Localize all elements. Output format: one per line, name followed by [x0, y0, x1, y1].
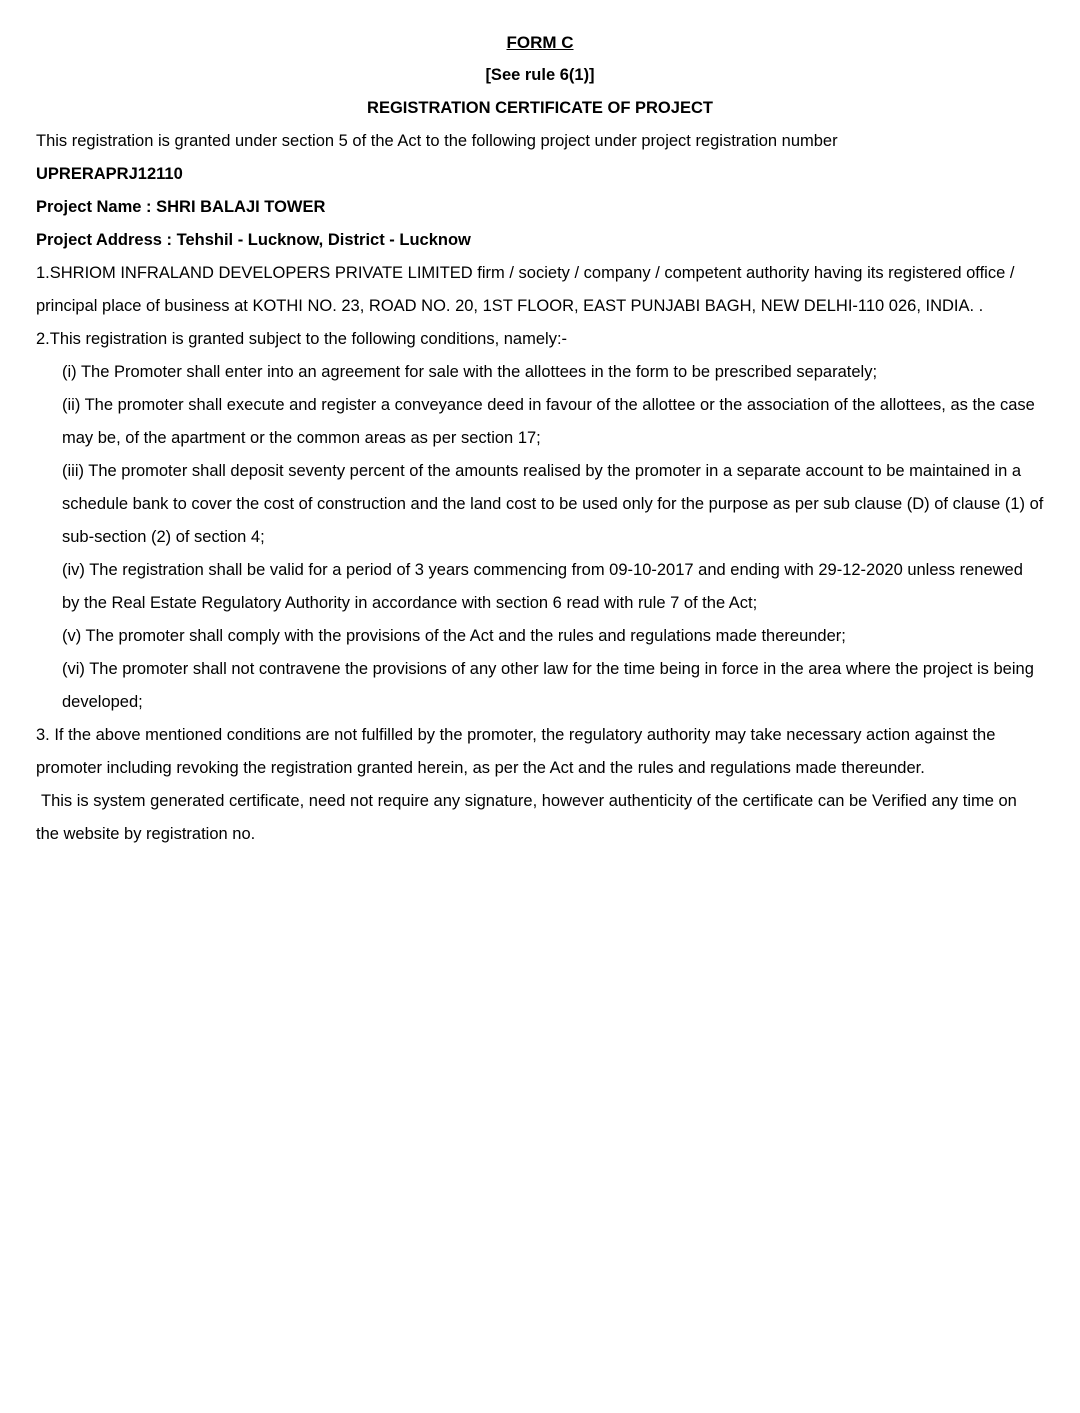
clause-1: 1.SHRIOM INFRALAND DEVELOPERS PRIVATE LIMITED firm / society / company / competent authority having its registered office / principal place of business at KOTHI NO. 23, ROAD NO. 20, 1ST FLOOR, EAST PUNJABI BAGH, NEW DELHI-110 026, INDIA. .: [36, 264, 1015, 315]
project-name-line: Project Name : SHRI BALAJI TOWER: [36, 198, 326, 216]
project-address-line: Project Address : Tehshil - Lucknow, District - Lucknow: [36, 231, 471, 249]
conditions-list: [62, 356, 1044, 719]
footer-note: This is system generated certificate, need not require any signature, however authenticity of the certificate can be Verified any time on the website by registration no.: [36, 792, 1017, 843]
condition-item-ii: (ii) The promoter shall execute and register a conveyance deed in favour of the allottee or the association of the allottees, as the case may be, of the apartment or the common areas as per section 17;: [62, 396, 1035, 447]
intro-paragraph: This registration is granted under section 5 of the Act to the following project under project registration number: [36, 132, 838, 150]
registration-number: UPRERAPRJ12110: [36, 165, 183, 183]
condition-item-vi: (vi) The promoter shall not contravene the provisions of any other law for the time being in force in the area where the project is being developed;: [62, 660, 1034, 711]
clause-3: 3. If the above mentioned conditions are not fulfilled by the promoter, the regulatory authority may take necessary action against the promoter including revoking the registration granted herein, as per the Act and the rules and regulations made thereunder.: [36, 726, 996, 777]
form-title: [36, 26, 1044, 59]
condition-item-v: (v) The promoter shall comply with the provisions of the Act and the rules and regulations made thereunder;: [62, 627, 846, 645]
certificate-heading: REGISTRATION CERTIFICATE OF PROJECT: [367, 99, 713, 117]
condition-item-iii: (iii) The promoter shall deposit seventy percent of the amounts realised by the promoter in a separate account to be maintained in a schedule bank to cover the cost of construction and the land cost to be used only for the purpose as per sub clause (D) of clause (1) of sub-section (2) of section 4;: [62, 462, 1044, 546]
clause-2-intro: 2.This registration is granted subject to the following conditions, namely:-: [36, 330, 568, 348]
condition-item-iv: (iv) The registration shall be valid for a period of 3 years commencing from 09-10-2017 and ending with 29-12-2020 unless renewed by the Real Estate Regulatory Authority in accordance with section 6 read with rule 7 of the Act;: [62, 561, 1023, 612]
rule-reference: [See rule 6(1)]: [485, 66, 595, 84]
condition-item-i: (i) The Promoter shall enter into an agreement for sale with the allottees in the form to be prescribed separately;: [62, 363, 878, 381]
form-title-text: FORM C: [506, 33, 574, 52]
